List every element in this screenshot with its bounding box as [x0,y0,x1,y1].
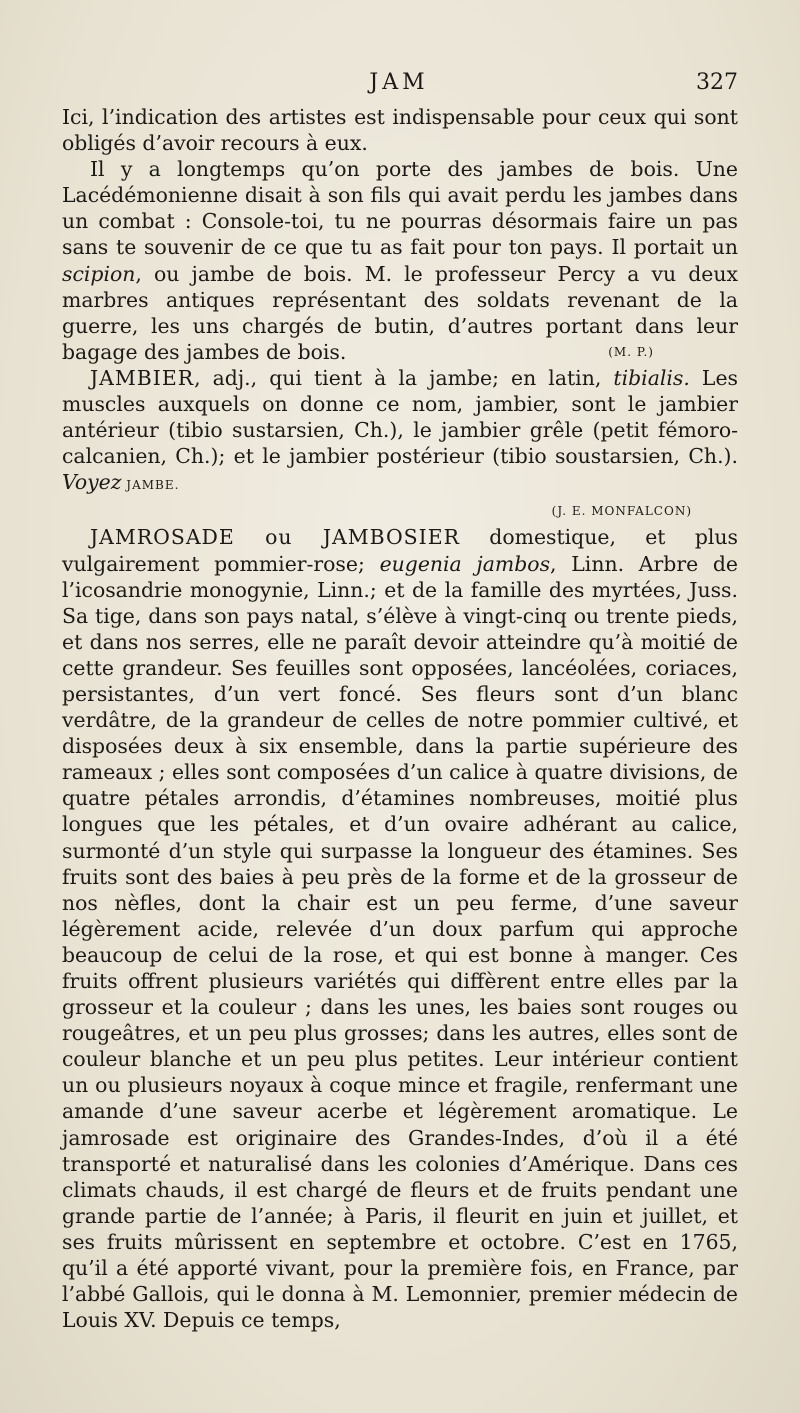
entry-jambier-text-b: Les muscles auxquels on donne ce nom, jambier, sont le jambier antérieur (tibio sustarsien, Ch.), le jambier grêle (petit fémoro-calcanien, Ch.); et le jambier postérieur (tibio soustarsien, Ch.). [62,365,738,469]
page-header [60,70,738,106]
entry-jambier [62,365,738,498]
author-signature-monfalcon: (J. E. MONFALCON) [551,504,692,519]
entry-jambier-latin: tibialis. [613,365,690,390]
entry-jamrosade-latin: eugenia jambos [379,551,551,576]
wooden-legs-italic: scipion [62,261,136,286]
paragraph-artists-text: Ici, l’indication des artistes est indispensable pour ceux qui sont obligés d’avoir recours à eux. [62,105,738,156]
entry-jamrosade-text-a: domestique, et plus vulgairement pommier-rose; [62,525,738,576]
wooden-legs-text-b: , ou jambe de bois. M. le professeur Percy a vu deux marbres antiques représentant des soldats revenant de la guerre, les uns chargés de butin, d’autres portant dans leur bagage des jambes de bois. [62,261,738,364]
entry-jambier-crossref: JAMBE. [121,478,180,493]
body-text [62,104,738,1333]
page-number: 327 [696,70,738,95]
entry-jamrosade [62,524,738,1333]
wooden-legs-text-a: Il y a longtemps qu’on porte des jambes de bois. Une Lacédémonienne disait à son fils qui avait perdu les jambes dans un combat : Console-toi, tu ne pourras désormais faire un pas sans te souvenir de ce que tu as fait pour ton pays. Il portait un [62,157,738,260]
entry-jamrosade-headword: JAMROSADE ou JAMBOSIER [90,525,460,550]
paragraph-wooden-legs [62,156,738,365]
entry-jambier-text-a: , adj., qui tient à la jambe; en latin, [194,365,614,390]
entry-jambier-headword: JAMBIER [90,365,195,390]
author-signature-mp: (M. P.) [608,344,654,359]
entry-jamrosade-text-b: , Linn. Arbre de l’icosandrie monogynie, Linn.; et de la famille des myrtées, Juss. Sa tige, dans son pays natal, s’élève à vingt-cinq ou trente pieds, et dans nos serres, elle ne paraît devoir atteindre qu’à moitié de cette grandeur. Ses feuilles sont opposées, lancéolées, coriaces, persistantes, d’un vert foncé. Ses fleurs sont d’un blanc verdâtre, de la grandeur de celles de notre pommier cultivé, et disposées deux à six ensemble, dans la partie supérieure des rameaux ; elles sont composées d’un calice à quatre divisions, de quatre pétales arrondis, d’étamines nombreuses, moitié plus longues que les pétales, et d’un ovaire adhérant au calice, surmonté d’un style qui surpasse la longueur des étamines. Ses fruits sont des baies à peu près de la forme et de la grosseur de nos nèfles, dont la chair est un peu ferme, d’une saveur légèrement acide, relevée d’un doux parfum qui approche beaucoup de celui de la rose, et qui est bonne à manger. Ces fruits offrent plusieurs variétés qui diffèrent entre elles par la grosseur et la couleur ; dans les unes, les baies sont rouges ou rougeâtres, et un peu plus grosses; dans les autres, elles sont de couleur blanche et un peu plus petites. Leur intérieur contient un ou plusieurs noyaux à coque mince et fragile, renfermant une amande d’une saveur acerbe et légèrement aromatique. Le jamrosade est originaire des Grandes-Indes, d’où il a été transporté et naturalisé dans les colonies d’Amérique. Dans ces climats chauds, il est chargé de fleurs et de fruits pendant une grande partie de l’année; à Paris, il fleurit en juin et juillet, et ses fruits mûrissent en septembre et octobre. C’est en 1765, qu’il a été apporté vivant, pour la première fois, en France, par l’abbé Gallois, qui le donna à M. Lemonnier, premier médecin de Louis XV. Depuis ce temps, [62,551,738,1333]
entry-jambier-voyez: Voyez [62,470,122,495]
paragraph-artists [62,104,738,156]
running-head: JAM [369,70,429,95]
